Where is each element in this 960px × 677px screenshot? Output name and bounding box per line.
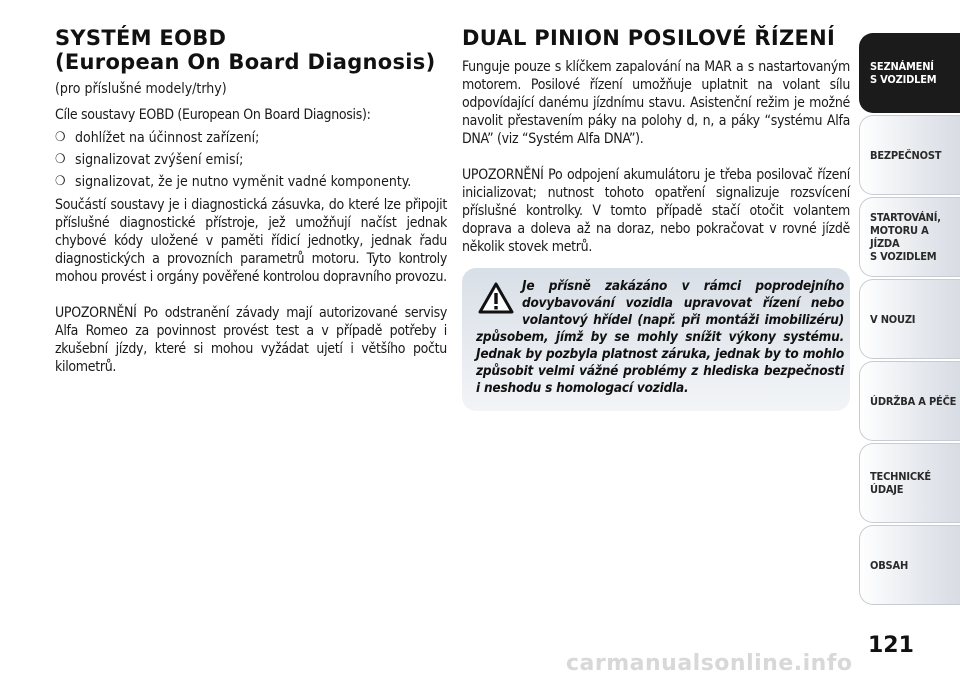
eobd-title — [55, 26, 447, 74]
tab-v-nouzi[interactable] — [859, 279, 960, 359]
eobd-paragraph: Součástí soustavy je i diagnostická zásuvka, do které lze připojit příslušné diagnostické přístroje, jež umožňují načíst jednak chybové kódy uložené v paměti řídicí jednotky, jednak řadu diagnostických a provozních parametrů motoru. Tyto kontroly mohou provést i orgány pověřené kontrolou dopravního provozu. — [55, 197, 447, 285]
bullet-circle-icon: ❍ — [55, 174, 66, 189]
list-item-text: signalizovat zvýšení emisí; — [75, 152, 244, 168]
power-steering-paragraph: Funguje pouze s klíčkem zapalování na MAR a s nastartovaným motorem. Posilové řízení umožňuje uplatnit na volant sílu odpovídající danému jízdnímu stavu. Asistenční režim je možné navolit přestavením páky na polohy d, n, a páky “systému Alfa DNA” (viz “Systém Alfa DNA”). — [462, 59, 850, 147]
eobd-note: UPOZORNĚNÍ Po odstranění závady mají autorizované servisy Alfa Romeo za povinnost provést test a v případě potřeby i zkušební jízdy, které si mohou vyžádat ujetí i většího počtu kilometrů. — [55, 305, 447, 375]
list-item-text: signalizovat, že je nutno vyměnit vadné komponenty. — [75, 174, 412, 190]
tab-udrzba-a-pece[interactable] — [859, 361, 960, 441]
tab-label: SEZNÁMENÍ S VOZIDLEM — [870, 60, 937, 86]
warning-box — [462, 268, 850, 411]
eobd-subtitle: (pro příslušné modely/trhy) — [55, 81, 227, 97]
tab-startovani-a-jizda[interactable] — [859, 197, 960, 277]
chapter-tabs — [859, 33, 960, 607]
warning-text: Je přísně zakázáno v rámci poprodejního dovybavování vozidla upravovat řízení nebo volantový hřídel (např. při montáži imobilizéru) způsobem, jímž by se mohly snížit výkony systému. Jednak by pozbyla platnost záruka, jednak by to mohlo způsobit velmi vážné problémy z hlediska bezpečnosti i neshodu s homologací vozidla. — [476, 278, 844, 396]
list-item — [55, 150, 447, 170]
page-number: 121 — [868, 633, 914, 658]
tab-obsah[interactable] — [859, 525, 960, 605]
tab-label: ÚDRŽBA A PÉČE — [870, 394, 957, 408]
list-item-text: dohlížet na účinnost zařízení; — [75, 130, 260, 146]
tab-label: V NOUZI — [870, 312, 916, 326]
tab-label: OBSAH — [870, 558, 909, 572]
bullet-circle-icon: ❍ — [55, 152, 66, 167]
tab-seznameni-s-vozidlem[interactable] — [859, 33, 960, 113]
tab-label: STARTOVÁNÍ, MOTORU A JÍZDA S VOZIDLEM — [870, 211, 941, 263]
eobd-section — [55, 26, 447, 376]
tab-bezpecnost[interactable] — [859, 115, 960, 195]
list-item — [55, 128, 447, 148]
warning-text-block — [476, 278, 844, 397]
eobd-intro: Cíle soustavy EOBD (European On Board Diagnosis): — [55, 107, 371, 123]
list-item — [55, 172, 447, 192]
power-steering-title: DUAL PINION POSILOVÉ ŘÍZENÍ — [462, 26, 836, 50]
power-steering-note: UPOZORNĚNÍ Po odpojení akumulátoru je třeba posilovač řízení inicializovat; nutnost tohoto opatření signalizuje rozsvícení příslušné kontrolky. V tomto případě stačí otočit volantem doprava a doleva až na doraz, nebo pokračovat v rovné jízdě několik stovek metrů. — [462, 167, 850, 255]
power-steering-section — [462, 26, 850, 256]
bullet-circle-icon: ❍ — [55, 130, 66, 145]
tab-label: TECHNICKÉ ÚDAJE — [870, 470, 931, 496]
eobd-title-line2: (European On Board Diagnosis) — [55, 50, 436, 74]
footer-watermark: carmanualsonline.info — [566, 651, 853, 676]
eobd-title-line1: SYSTÉM EOBD — [55, 26, 227, 50]
eobd-bullet-list — [55, 128, 447, 192]
tab-technicke-udaje[interactable] — [859, 443, 960, 523]
tab-label: BEZPEČNOST — [870, 148, 942, 162]
